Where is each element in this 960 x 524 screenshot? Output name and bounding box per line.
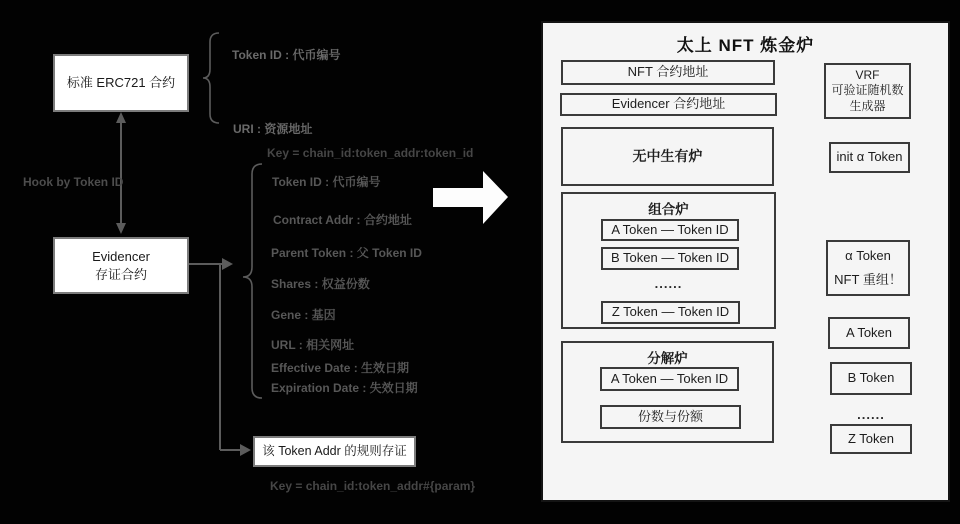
brace-evidence-attrs bbox=[243, 164, 262, 398]
evidence-attr-row: Effective Date : 生效日期 bbox=[271, 361, 410, 375]
evidencer-contract-address-box: Evidencer 合约地址 bbox=[560, 93, 777, 116]
combine-item-box: B Token — Token ID bbox=[601, 247, 739, 270]
output-token-box: A Token bbox=[828, 317, 910, 349]
key-annotation-2: Key = chain_id:token_addr#{param} bbox=[270, 479, 476, 493]
key-annotation-1: Key = chain_id:token_addr:token_id bbox=[267, 146, 474, 160]
nft-contract-address-box: NFT 合约地址 bbox=[561, 60, 775, 85]
rule-evidence-label: 该 Token Addr 的规则存证 bbox=[262, 444, 407, 459]
hook-label: Hook by Token ID bbox=[23, 175, 124, 189]
alpha-token-box bbox=[826, 240, 910, 296]
ellipsis: ...... bbox=[857, 407, 885, 422]
rule-evidence-box bbox=[253, 436, 416, 467]
evidence-attr-row: Gene : 基因 bbox=[271, 308, 336, 322]
combine-furnace-title: 组合炉 bbox=[648, 202, 689, 217]
combine-item-box: A Token — Token ID bbox=[601, 219, 739, 241]
evidence-attr-row: Shares : 权益份数 bbox=[271, 277, 370, 291]
alchemy-panel bbox=[541, 21, 950, 502]
panel-title: 太上 NFT 炼金炉 bbox=[676, 36, 815, 55]
init-token-box: init α Token bbox=[829, 142, 910, 173]
combine-furnace-box bbox=[561, 192, 776, 329]
alpha-token-label: α Token bbox=[845, 247, 891, 263]
alpha-token-note: NFT 重组！ bbox=[834, 271, 902, 287]
creation-furnace-box: 无中生有炉 bbox=[561, 127, 774, 186]
split-furnace-box bbox=[561, 341, 774, 443]
ellipsis: ...... bbox=[654, 276, 683, 291]
vrf-line1: VRF bbox=[855, 67, 880, 82]
brace-erc721 bbox=[203, 33, 219, 123]
evidence-attr-row: Token ID : 代币编号 bbox=[272, 175, 381, 189]
evidence-attr-row: URL : 相关网址 bbox=[271, 338, 355, 352]
erc721-contract-box bbox=[53, 54, 189, 112]
evidence-attr-row: Expiration Date : 失效日期 bbox=[271, 381, 418, 395]
vrf-line3: 生成器 bbox=[849, 98, 886, 113]
evidencer-name: Evidencer bbox=[92, 248, 150, 264]
token-id-annotation: Token ID : 代币编号 bbox=[232, 48, 341, 62]
evidence-attr-row: Contract Addr : 合约地址 bbox=[273, 213, 412, 227]
evidencer-subtitle: 存证合约 bbox=[94, 266, 147, 282]
uri-annotation: URI : 资源地址 bbox=[233, 122, 313, 136]
evidence-attr-row: Parent Token : 父 Token ID bbox=[271, 246, 422, 260]
vrf-box bbox=[824, 63, 911, 119]
output-token-box: B Token bbox=[830, 362, 912, 395]
combine-item-box: Z Token — Token ID bbox=[601, 301, 740, 324]
output-token-box: Z Token bbox=[830, 424, 912, 454]
evidencer-contract-box bbox=[53, 237, 189, 294]
flow-arrow-icon bbox=[433, 171, 508, 224]
vrf-line2: 可验证随机数 bbox=[831, 83, 904, 98]
split-item-box: 份数与份额 bbox=[600, 405, 741, 429]
split-furnace-title: 分解炉 bbox=[647, 351, 688, 366]
erc721-contract-label: 标准 ERC721 合约 bbox=[66, 75, 176, 91]
split-item-box: A Token — Token ID bbox=[600, 367, 739, 391]
